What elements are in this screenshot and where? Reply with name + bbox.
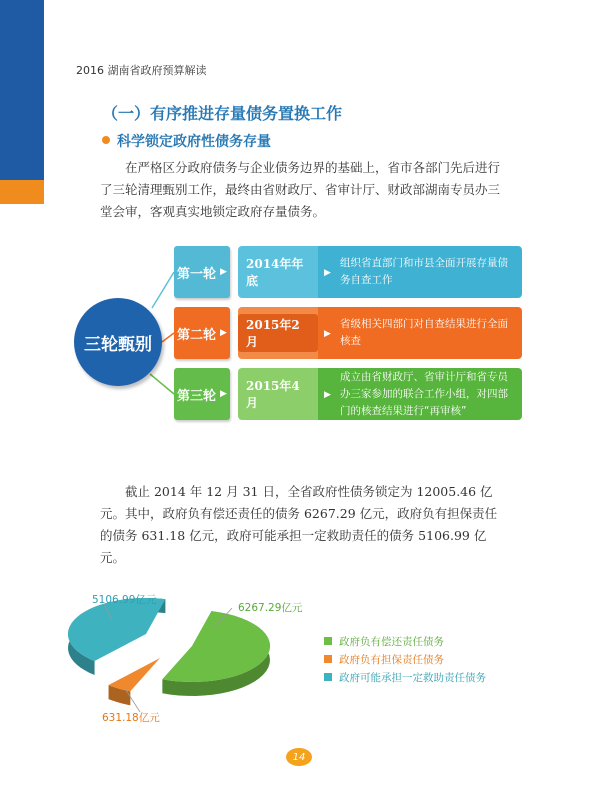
pie-slice [109, 658, 160, 691]
legend-swatch [324, 655, 332, 663]
round-1-date: 2014年年底 [238, 246, 318, 298]
paragraph-debt-summary: 截止 2014 年 12 月 31 日，全省政府性债务锁定为 12005.46 亿元。其中，政府负有偿还责任的债务 6267.29 亿元，政府负有担保责任的债务 631.18 亿元，政府可能承担一定救助责任的债务 5106.99 亿元。 [100, 484, 498, 565]
legend-item: 政府负有偿还责任债务 [324, 632, 486, 650]
round-3-description: ▶ 成立由省财政厅、省审计厅和省专员办三家参加的联合工作小组，对四部门的核查结果进行“再审核” [318, 368, 522, 420]
round-1-description: ▶ 组织省直部门和市县全面开展存量债务自查工作 [318, 246, 522, 298]
pie-label-guarantee: 631.18亿元 [102, 712, 160, 724]
triangle-right-icon: ▶ [220, 328, 227, 338]
legend-swatch [324, 637, 332, 645]
round-3-date: 2015年4月 [238, 368, 318, 420]
legend-item: 政府负有担保责任债务 [324, 650, 486, 668]
round-2-date: 2015年2月 [238, 307, 318, 359]
running-header: 2016 湖南省政府预算解读 [76, 64, 207, 77]
subsection-title: 科学锁定政府性债务存量 [117, 134, 271, 150]
section-title: （一）有序推进存量债务置换工作 [102, 104, 343, 123]
legend-swatch [324, 673, 332, 681]
triangle-right-icon: ▶ [324, 390, 331, 400]
triangle-right-icon: ▶ [220, 389, 227, 399]
triangle-right-icon: ▶ [220, 267, 227, 277]
pie-label-rescue: 5106.99亿元 [92, 594, 157, 606]
pie-slice [68, 598, 165, 661]
debt-pie-chart [0, 560, 600, 720]
pie-label-repay: 6267.29亿元 [238, 602, 303, 614]
round-2-label: 第二轮 ▶ [174, 307, 230, 359]
chart-legend [324, 632, 486, 686]
page-number: 14 [286, 748, 312, 766]
diagram-hub: 三轮甄别 [74, 298, 162, 386]
legend-item: 政府可能承担一定救助责任债务 [324, 668, 486, 686]
triangle-right-icon: ▶ [324, 268, 331, 278]
round-1-label: 第一轮 ▶ [174, 246, 230, 298]
triangle-right-icon: ▶ [324, 329, 331, 339]
paragraph-intro: 在严格区分政府债务与企业债务边界的基础上，省市各部门先后进行了三轮清理甄别工作，最终由省财政厅、省审计厅、财政部湖南专员办三堂会审，客观真实地锁定政府存量债务。 [100, 160, 501, 219]
round-2-description: ▶ 省级相关四部门对自查结果进行全面核查 [318, 307, 522, 359]
round-3-label: 第三轮 ▶ [174, 368, 230, 420]
